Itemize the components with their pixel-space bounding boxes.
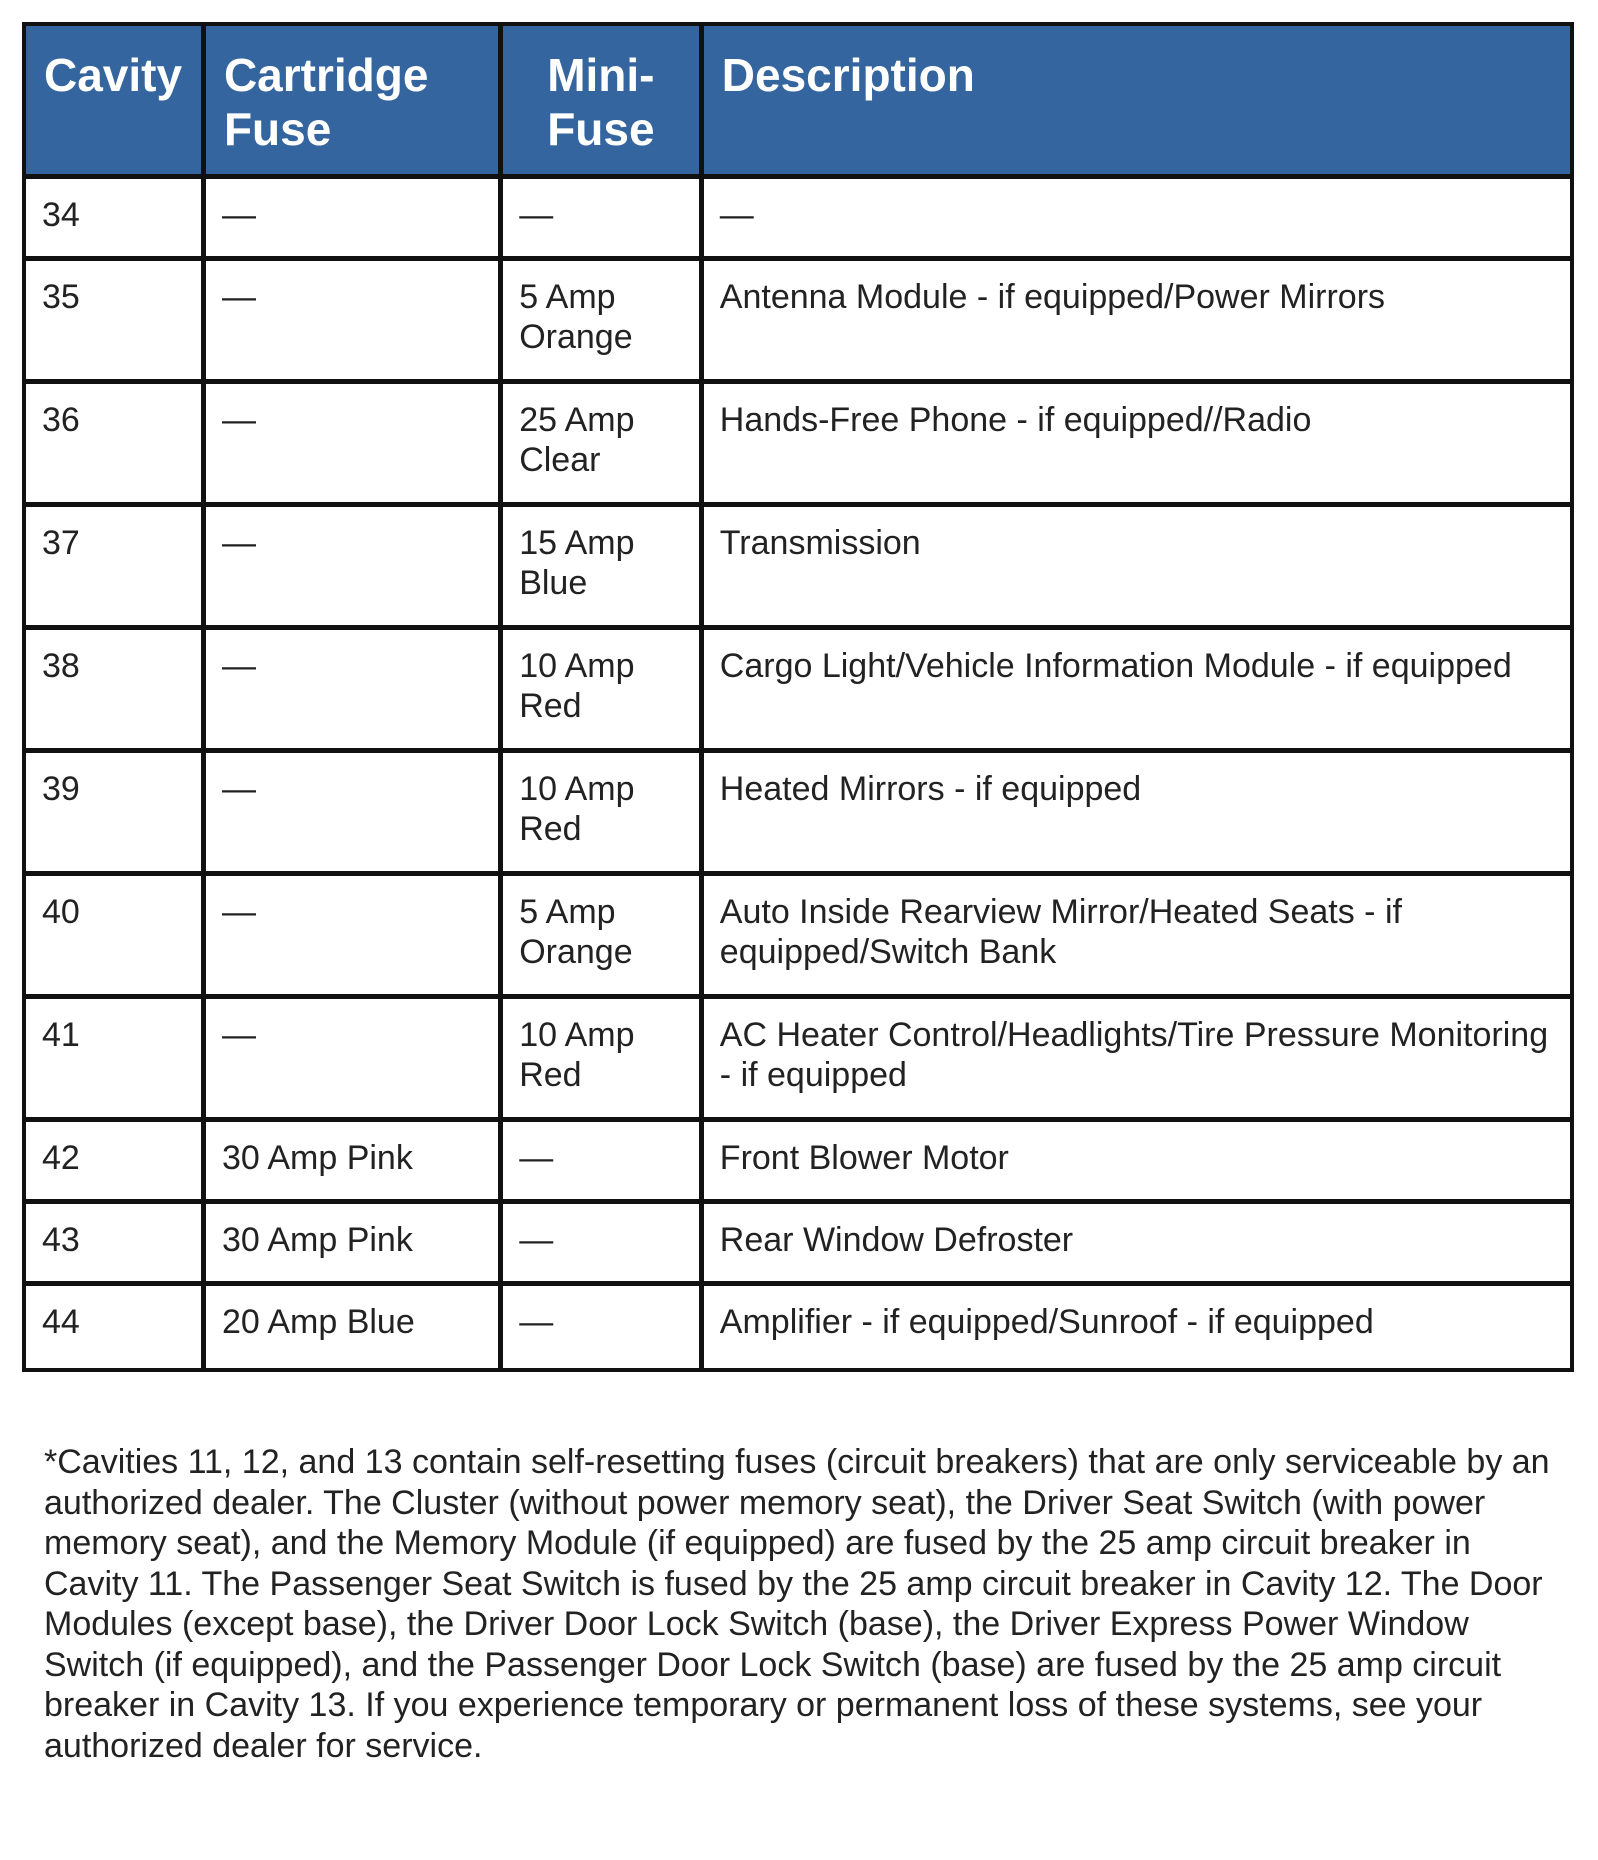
cell-mini-fuse-text: 10 Amp — [519, 1016, 635, 1054]
cell-mini-fuse-text: Orange — [519, 933, 633, 971]
cell-cavity-text: 36 — [42, 401, 80, 439]
cell-mini-fuse — [503, 999, 704, 1122]
table-row — [26, 1286, 1570, 1368]
table-row — [26, 999, 1570, 1122]
cell-description — [704, 1204, 1570, 1286]
cell-cavity-text: 42 — [42, 1139, 80, 1177]
cell-description — [704, 1122, 1570, 1204]
header-description: Description — [704, 26, 1570, 179]
cell-cartridge-fuse — [206, 261, 503, 384]
cell-mini-fuse-text: 25 Amp — [519, 401, 635, 439]
table-row — [26, 876, 1570, 999]
cell-cavity — [26, 876, 206, 999]
cell-mini-fuse — [503, 630, 704, 753]
cell-cavity — [26, 999, 206, 1122]
cell-mini-fuse — [503, 753, 704, 876]
cell-cartridge-fuse-text: — — [221, 893, 256, 931]
cell-mini-fuse — [503, 384, 704, 507]
table-row — [26, 179, 1570, 261]
table-row — [26, 630, 1570, 753]
cell-mini-fuse-text: Clear — [519, 441, 601, 479]
cell-cavity — [26, 1204, 206, 1286]
cell-cartridge-fuse — [206, 630, 503, 753]
cell-description — [704, 753, 1570, 876]
cell-description — [704, 507, 1570, 630]
cell-description-text: Cargo Light/Vehicle Information Module - if equipped — [719, 647, 1512, 685]
cell-mini-fuse-text: 5 Amp — [519, 893, 616, 931]
footnote: *Cavities 11, 12, and 13 contain self-resetting fuses (circuit breakers) that are only serviceable by an authorized dealer. The Cluster (without power memory seat), the Driver Seat Switch (with power memory seat), and the Memory Module (if equipped) are fused by the 25 amp circuit breaker in Cavity 11. The Passenger Seat Switch is fused by the 25 amp circuit breaker in Cavity 12. The Door Modules (except base), the Driver Door Lock Switch (base), the Driver Express Power Window Switch (if equipped), and the Passenger Door Lock Switch (base) are fused by the 25 amp circuit breaker in Cavity 13. If you experience temporary or permanent loss of these systems, see your authorized dealer for service. — [44, 1443, 1550, 1765]
cell-cartridge-fuse-text: 20 Amp Blue — [221, 1303, 415, 1341]
cell-mini-fuse — [503, 1122, 704, 1204]
cell-cartridge-fuse-text: — — [221, 401, 256, 439]
cell-cavity — [26, 507, 206, 630]
table-row — [26, 753, 1570, 876]
cell-cartridge-fuse-text: — — [221, 524, 256, 562]
cell-cartridge-fuse — [206, 1286, 503, 1368]
cell-cavity — [26, 261, 206, 384]
cell-description-text: AC Heater Control/Headlights/Tire Pressure Monitoring - if equipped — [719, 1016, 1549, 1094]
cell-cartridge-fuse — [206, 1204, 503, 1286]
header-cavity: Cavity — [26, 26, 206, 179]
cell-description — [704, 1286, 1570, 1368]
cell-description-text: Auto Inside Rearview Mirror/Heated Seats - if equipped/Switch Bank — [719, 893, 1402, 971]
cell-cavity-text: 43 — [42, 1221, 80, 1259]
cell-cavity-text: 40 — [42, 893, 80, 931]
table-row — [26, 384, 1570, 507]
cell-mini-fuse-text: — — [519, 1303, 554, 1341]
cell-cartridge-fuse-text: — — [221, 1016, 256, 1054]
cell-description — [704, 384, 1570, 507]
cell-description — [704, 179, 1570, 261]
cell-cavity-text: 34 — [42, 196, 80, 234]
cell-cartridge-fuse — [206, 507, 503, 630]
cell-cavity-text: 37 — [42, 524, 80, 562]
cell-mini-fuse — [503, 261, 704, 384]
cell-mini-fuse-text: 10 Amp — [519, 647, 635, 685]
cell-mini-fuse-text: Blue — [519, 564, 588, 602]
cell-mini-fuse-text: 10 Amp — [519, 770, 635, 808]
cell-cavity-text: 38 — [42, 647, 80, 685]
cell-cartridge-fuse — [206, 753, 503, 876]
cell-cavity-text: 39 — [42, 770, 80, 808]
cell-mini-fuse — [503, 1286, 704, 1368]
cell-description-text: Heated Mirrors - if equipped — [719, 770, 1142, 808]
table-row — [26, 261, 1570, 384]
cell-mini-fuse-text: 5 Amp — [519, 278, 616, 316]
cell-description-text: Hands-Free Phone - if equipped//Radio — [719, 401, 1312, 439]
cell-cavity-text: 44 — [42, 1303, 80, 1341]
cell-description — [704, 876, 1570, 999]
cell-mini-fuse-text: Red — [519, 687, 582, 725]
cell-mini-fuse — [503, 1204, 704, 1286]
cell-cartridge-fuse-text: — — [221, 278, 256, 316]
cell-cartridge-fuse-text: 30 Amp Pink — [221, 1221, 413, 1259]
cell-description-text: — — [719, 196, 754, 234]
cell-cartridge-fuse — [206, 999, 503, 1122]
cell-mini-fuse-text: 15 Amp — [519, 524, 635, 562]
cell-mini-fuse-text: — — [519, 1221, 554, 1259]
cell-mini-fuse-text: — — [519, 196, 554, 234]
cell-description-text: Antenna Module - if equipped/Power Mirrors — [719, 278, 1386, 316]
cell-mini-fuse-text: — — [519, 1139, 554, 1177]
header-mini-fuse: Mini- Fuse — [503, 26, 704, 179]
cell-cavity — [26, 384, 206, 507]
cell-cartridge-fuse — [206, 1122, 503, 1204]
cell-description-text: Amplifier - if equipped/Sunroof - if equipped — [719, 1303, 1374, 1341]
header-cartridge-fuse: Cartridge Fuse — [206, 26, 503, 179]
table-row — [26, 507, 1570, 630]
cell-cartridge-fuse-text: — — [221, 196, 256, 234]
table-body — [26, 179, 1570, 1368]
cell-cavity — [26, 1122, 206, 1204]
cell-cavity — [26, 179, 206, 261]
cell-mini-fuse — [503, 507, 704, 630]
cell-description — [704, 999, 1570, 1122]
cell-cartridge-fuse-text: — — [221, 647, 256, 685]
cell-cavity-text: 41 — [42, 1016, 80, 1054]
cell-mini-fuse-text: Red — [519, 810, 582, 848]
cell-cavity — [26, 753, 206, 876]
cell-description-text: Front Blower Motor — [719, 1139, 1009, 1177]
cell-description-text: Transmission — [719, 524, 921, 562]
cell-cavity-text: 35 — [42, 278, 80, 316]
cell-mini-fuse-text: Red — [519, 1056, 582, 1094]
cell-cavity — [26, 630, 206, 753]
table-row — [26, 1122, 1570, 1204]
cell-mini-fuse-text: Orange — [519, 318, 633, 356]
cell-cartridge-fuse — [206, 876, 503, 999]
cell-mini-fuse — [503, 876, 704, 999]
cell-cartridge-fuse-text: 30 Amp Pink — [221, 1139, 413, 1177]
cell-description — [704, 261, 1570, 384]
header-row — [26, 26, 1570, 179]
table-row — [26, 1204, 1570, 1286]
fuse-table — [22, 22, 1574, 1372]
cell-description — [704, 630, 1570, 753]
cell-cavity — [26, 1286, 206, 1368]
cell-cartridge-fuse-text: — — [221, 770, 256, 808]
cell-description-text: Rear Window Defroster — [719, 1221, 1074, 1259]
cell-mini-fuse — [503, 179, 704, 261]
cell-cartridge-fuse — [206, 179, 503, 261]
cell-cartridge-fuse — [206, 384, 503, 507]
